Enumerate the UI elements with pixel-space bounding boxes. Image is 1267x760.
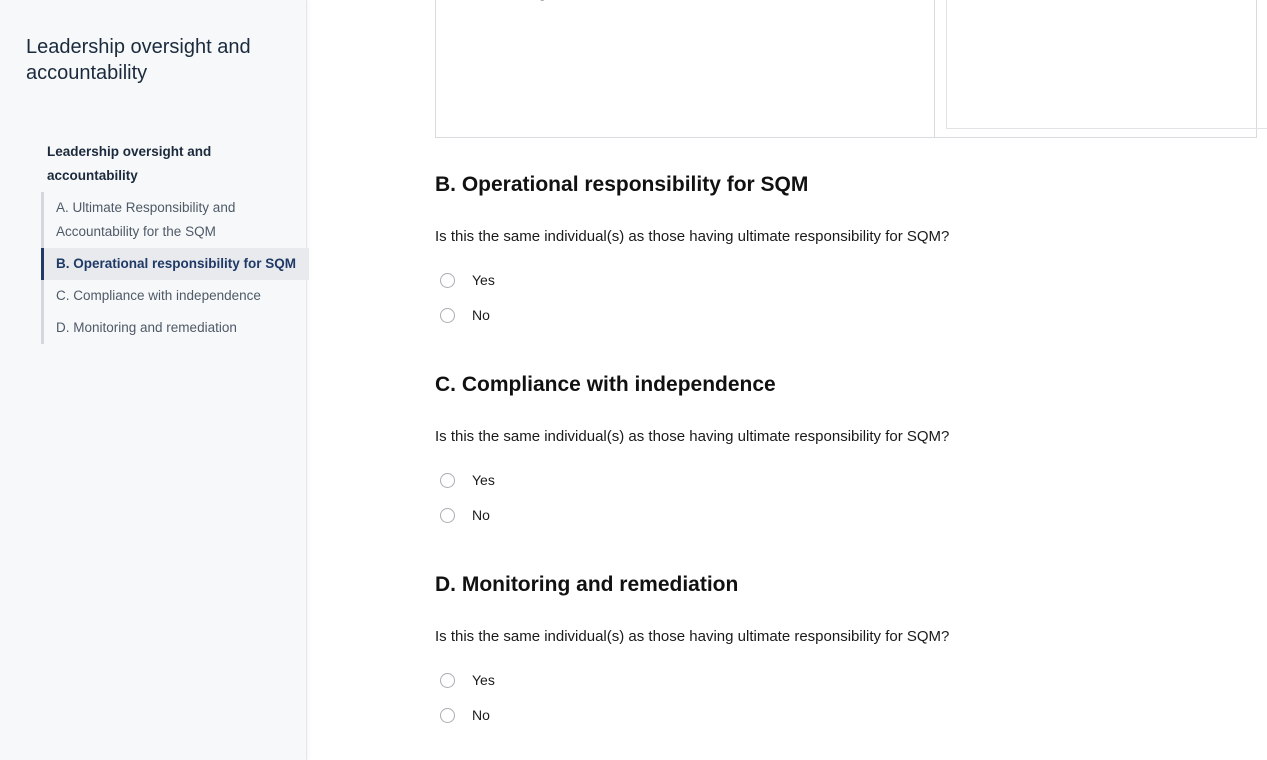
option-label: No [472,307,490,323]
radio-icon[interactable] [440,508,455,523]
option-no[interactable] [440,505,490,525]
nav-item-compliance-independence[interactable]: C. Compliance with independence [56,288,261,303]
radio-icon[interactable] [440,308,455,323]
main-content [307,0,1239,760]
section-heading: B. Operational responsibility for SQM [435,173,809,196]
option-label: No [472,707,490,723]
previous-section-table [435,0,1257,138]
radio-icon[interactable] [440,273,455,288]
nav-item-operational-responsibility[interactable]: B. Operational responsibility for SQM [41,248,309,280]
question-text: Is this the same individual(s) as those having ultimate responsibility for SQM? [435,628,950,645]
option-yes[interactable] [440,470,495,490]
nav-item-ultimate-responsibility[interactable]: A. Ultimate Responsibility and Accountability for the SQM [56,200,236,239]
option-label: No [472,507,490,523]
section-monitoring-remediation [435,571,1215,731]
section-nav [41,192,309,344]
question-text: Is this the same individual(s) as those having ultimate responsibility for SQM? [435,228,950,245]
sidebar-title: Leadership oversight and accountability [26,36,251,84]
text-area-box[interactable] [946,0,1267,129]
sidebar [0,0,307,760]
option-no[interactable] [440,705,490,725]
section-compliance-independence [435,371,1215,531]
option-no[interactable] [440,305,490,325]
question-text: Is this the same individual(s) as those having ultimate responsibility for SQM? [435,428,950,445]
section-heading: C. Compliance with independence [435,373,776,396]
option-label: Yes [472,672,495,688]
radio-icon[interactable] [440,473,455,488]
section-operational-responsibility [435,171,1215,331]
option-yes[interactable] [440,270,495,290]
option-label: Yes [472,272,495,288]
nav-item-monitoring-remediation[interactable]: D. Monitoring and remediation [56,320,237,335]
option-yes[interactable] [440,670,495,690]
section-heading: D. Monitoring and remediation [435,573,739,596]
radio-icon[interactable] [440,673,455,688]
radio-icon[interactable] [440,708,455,723]
table-divider [934,0,935,137]
nav-parent-leadership[interactable]: Leadership oversight and accountability [47,144,212,183]
option-label: Yes [472,472,495,488]
